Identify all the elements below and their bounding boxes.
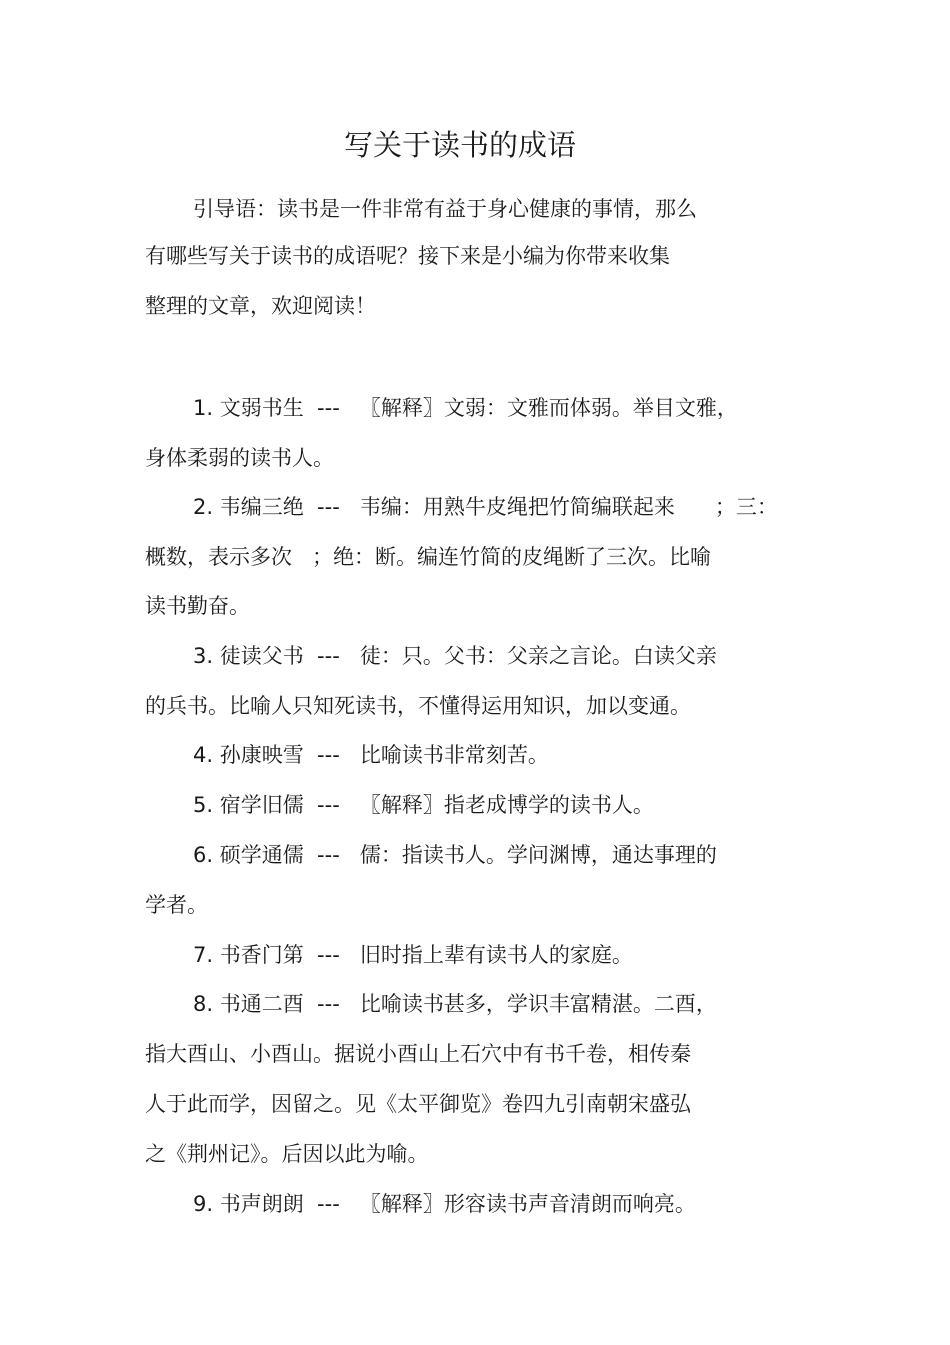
idiom-3-line-1: 3. 徒读父书 --- 徒：只。父书：父亲之言论。白读父亲 — [193, 644, 717, 668]
idiom-6-line-1: 6. 硕学通儒 --- 儒：指读书人。学问渊博，通达事理的 — [193, 843, 717, 867]
idiom-8-line-4: 之《荆州记》。后因以此为喻。 — [145, 1142, 429, 1166]
idiom-2-line-1: 2. 韦编三绝 --- 韦编：用熟牛皮绳把竹简编联起来 ；三： — [193, 495, 778, 519]
idiom-8-line-1: 8. 书通二酉 --- 比喻读书甚多，学识丰富精湛。二酉， — [193, 992, 717, 1016]
idiom-4-line-1: 4. 孙康映雪 --- 比喻读书非常刻苦。 — [193, 743, 549, 767]
idiom-1-line-2: 身体柔弱的读书人。 — [145, 446, 334, 470]
idiom-8-line-2: 指大酉山、小酉山。据说小酉山上石穴中有书千卷，相传秦 — [145, 1042, 691, 1066]
idiom-7-line-1: 7. 书香门第 --- 旧时指上辈有读书人的家庭。 — [193, 943, 633, 967]
idiom-2-line-2: 概数，表示多次 ；绝：断。编连竹简的皮绳断了三次。比喻 — [145, 545, 712, 569]
idiom-9-line-1: 9. 书声朗朗 --- 〖解释〗形容读书声音清朗而响亮。 — [193, 1192, 696, 1216]
idiom-2-line-3: 读书勤奋。 — [145, 594, 250, 618]
idiom-6-line-2: 学者。 — [145, 893, 208, 917]
document-title: 写关于读书的成语 — [343, 128, 576, 162]
intro-line-1: 引导语：读书是一件非常有益于身心健康的事情，那么 — [193, 197, 697, 221]
idiom-3-line-2: 的兵书。比喻人只知死读书，不懂得运用知识，加以变通。 — [145, 694, 691, 718]
intro-line-2: 有哪些写关于读书的成语呢？接下来是小编为你带来收集 — [145, 244, 670, 268]
idiom-1-line-1: 1. 文弱书生 --- 〖解释〗文弱：文雅而体弱。举目文雅， — [193, 396, 738, 420]
idiom-8-line-3: 人于此而学，因留之。见《太平御览》卷四九引南朝宋盛弘 — [145, 1092, 691, 1116]
intro-line-3: 整理的文章，欢迎阅读！ — [145, 294, 376, 318]
idiom-5-line-1: 5. 宿学旧儒 --- 〖解释〗指老成博学的读书人。 — [193, 793, 654, 817]
